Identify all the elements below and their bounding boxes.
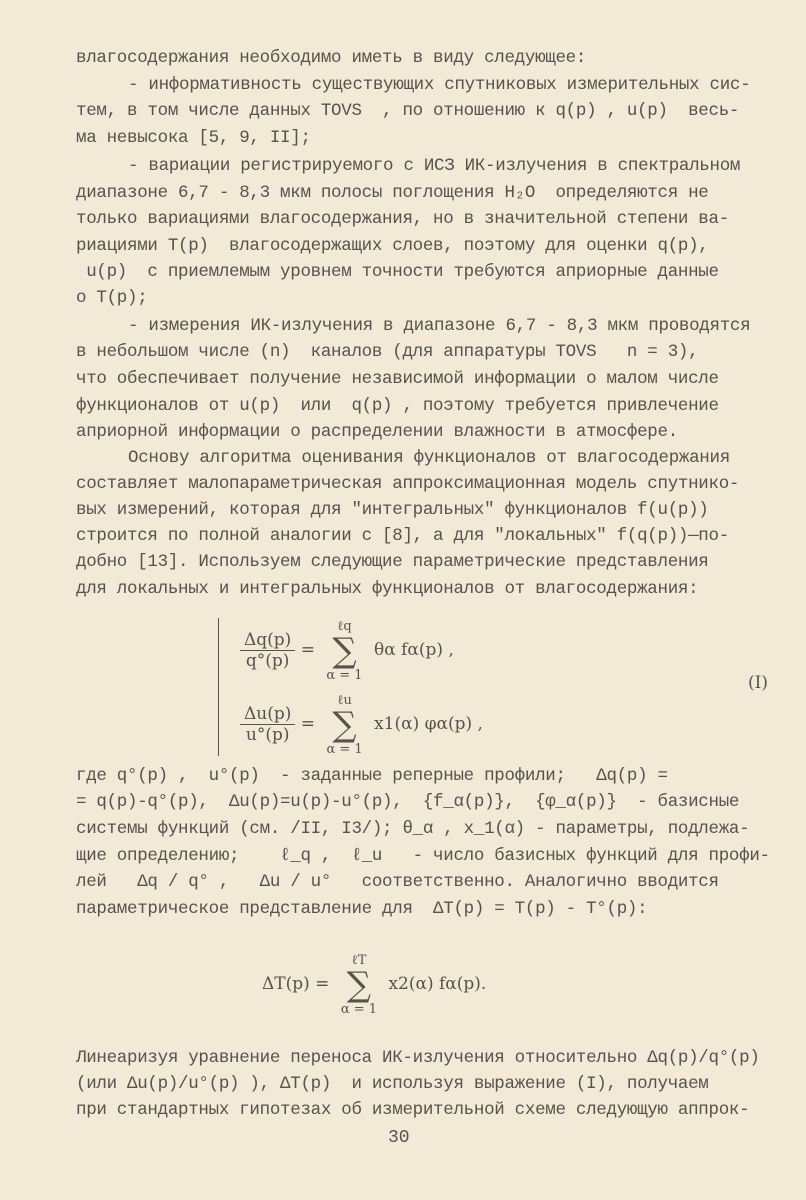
sum-upper: ℓT <box>351 953 367 968</box>
text-line: - вариации регистрируемого с ИСЗ ИК-излучения в спектральном <box>128 156 741 176</box>
numerator: Δq(p) <box>240 630 295 651</box>
system-brace <box>218 618 229 756</box>
text-line: u(p) с приемлемым уровнем точности требуются априорные данные <box>76 262 719 282</box>
text-line: функционалов от u(p) или q(p) , поэтому требуется привлечение <box>76 396 719 416</box>
sum-symbol: ∑ <box>346 965 372 1005</box>
rhs: θα fα(p) , <box>374 640 454 660</box>
page-number: 30 <box>388 1128 410 1148</box>
text-line: строится по полной аналогии с [8], а для "локальных" f(q(p))—по- <box>76 526 729 546</box>
text-line: ма невысока [5, 9, II]; <box>76 128 311 148</box>
text-line: в небольшом числе (n) каналов (для аппаратуры TOVS n = 3), <box>76 342 699 362</box>
sum-symbol: ∑ <box>332 705 357 745</box>
rhs: x2(α) fα(p). <box>388 974 487 994</box>
text-line: лей Δq / q° , Δu / u° соответственно. Аналогично вводится <box>76 872 719 892</box>
text-line: = q(p)-q°(p), Δu(p)=u(p)-u°(p), {f_α(p)}, {φ_α(p)} - базисные <box>76 792 740 812</box>
equation-2 <box>262 952 486 1017</box>
text-line: только вариациями влагосодержания, но в значительной степени ва- <box>76 209 729 229</box>
sum-upper: ℓq <box>337 619 352 634</box>
equation-number: (I) <box>748 673 768 693</box>
lhs: ΔT(p) = <box>262 974 330 994</box>
sum-lower: α = 1 <box>326 742 363 757</box>
sum-lower: α = 1 <box>326 668 363 683</box>
denominator: q°(p) <box>245 651 290 671</box>
sum-symbol: ∑ <box>332 631 357 671</box>
numerator: Δu(p) <box>240 704 295 725</box>
text-line: при стандартных гипотезах об измерительной схеме следующую аппрок- <box>76 1100 750 1120</box>
text-line: влагосодержания необходимо иметь в виду следующее: <box>76 48 587 68</box>
text-line: добно [13]. Используем следующие параметрические представления <box>76 552 709 572</box>
text-line: диапазоне 6,7 - 8,3 мкм полосы поглощения H₂O определяются не <box>76 183 709 203</box>
text-line: параметрическое представление для ΔT(p) = T(p) - T°(p): <box>76 899 648 919</box>
sum-lower: α = 1 <box>340 1002 378 1017</box>
text-line: щие определению; ℓ_q , ℓ_u - число базисных функций для профи- <box>76 846 770 866</box>
text-line: где q°(p) , u°(p) - заданные реперные профили; Δq(p) = <box>76 766 668 786</box>
text-line: для локальных и интегральных функционалов от влагосодержания: <box>76 579 699 599</box>
text-line: (или Δu(p)/u°(p) ), ΔT(p) и используя выражение (I), получаем <box>76 1074 709 1094</box>
text-line: о T(p); <box>76 288 148 308</box>
text-line: составляет малопараметрическая аппроксимационная модель спутнико- <box>76 474 740 494</box>
text-line: вых измерений, которая для "интегральных" функционалов f(u(p)) <box>76 500 709 520</box>
text-line: Основу алгоритма оценивания функционалов от влагосодержания <box>128 448 730 468</box>
denominator: u°(p) <box>245 725 290 745</box>
text-line: тем, в том числе данных TOVS , по отношению к q(p) , u(p) весь- <box>76 101 740 121</box>
text-line: системы функций (см. /II, I3/); θ_α , x_1(α) - параметры, подлежа- <box>76 819 750 839</box>
text-line: Линеаризуя уравнение переноса ИК-излучения относительно Δq(p)/q°(p) <box>76 1048 760 1068</box>
text-line: - измерения ИК-излучения в диапазоне 6,7 - 8,3 мкм проводятся <box>128 316 751 336</box>
text-line: - информативность существующих спутниковых измерительных сис- <box>128 75 751 95</box>
equation-1b: $\frac{\Delta u(p)}{u^\circ(p)}$ = ℓu ∑ α = 1 x1(α) φα(p) , <box>240 692 483 757</box>
sum-upper: ℓu <box>337 693 352 708</box>
equation-1a: $\frac{\Delta q(p)}{q^\circ(p)}$ = ℓq ∑ α = 1 θα fα(p) , <box>240 618 454 683</box>
text-line: риациями T(p) влагосодержащих слоев, поэтому для оценки q(p), <box>76 236 709 256</box>
rhs: x1(α) φα(p) , <box>374 714 483 734</box>
text-line: априорной информации о распределении влажности в атмосфере. <box>76 422 678 442</box>
text-line: что обеспечивает получение независимой информации о малом числе <box>76 369 719 389</box>
